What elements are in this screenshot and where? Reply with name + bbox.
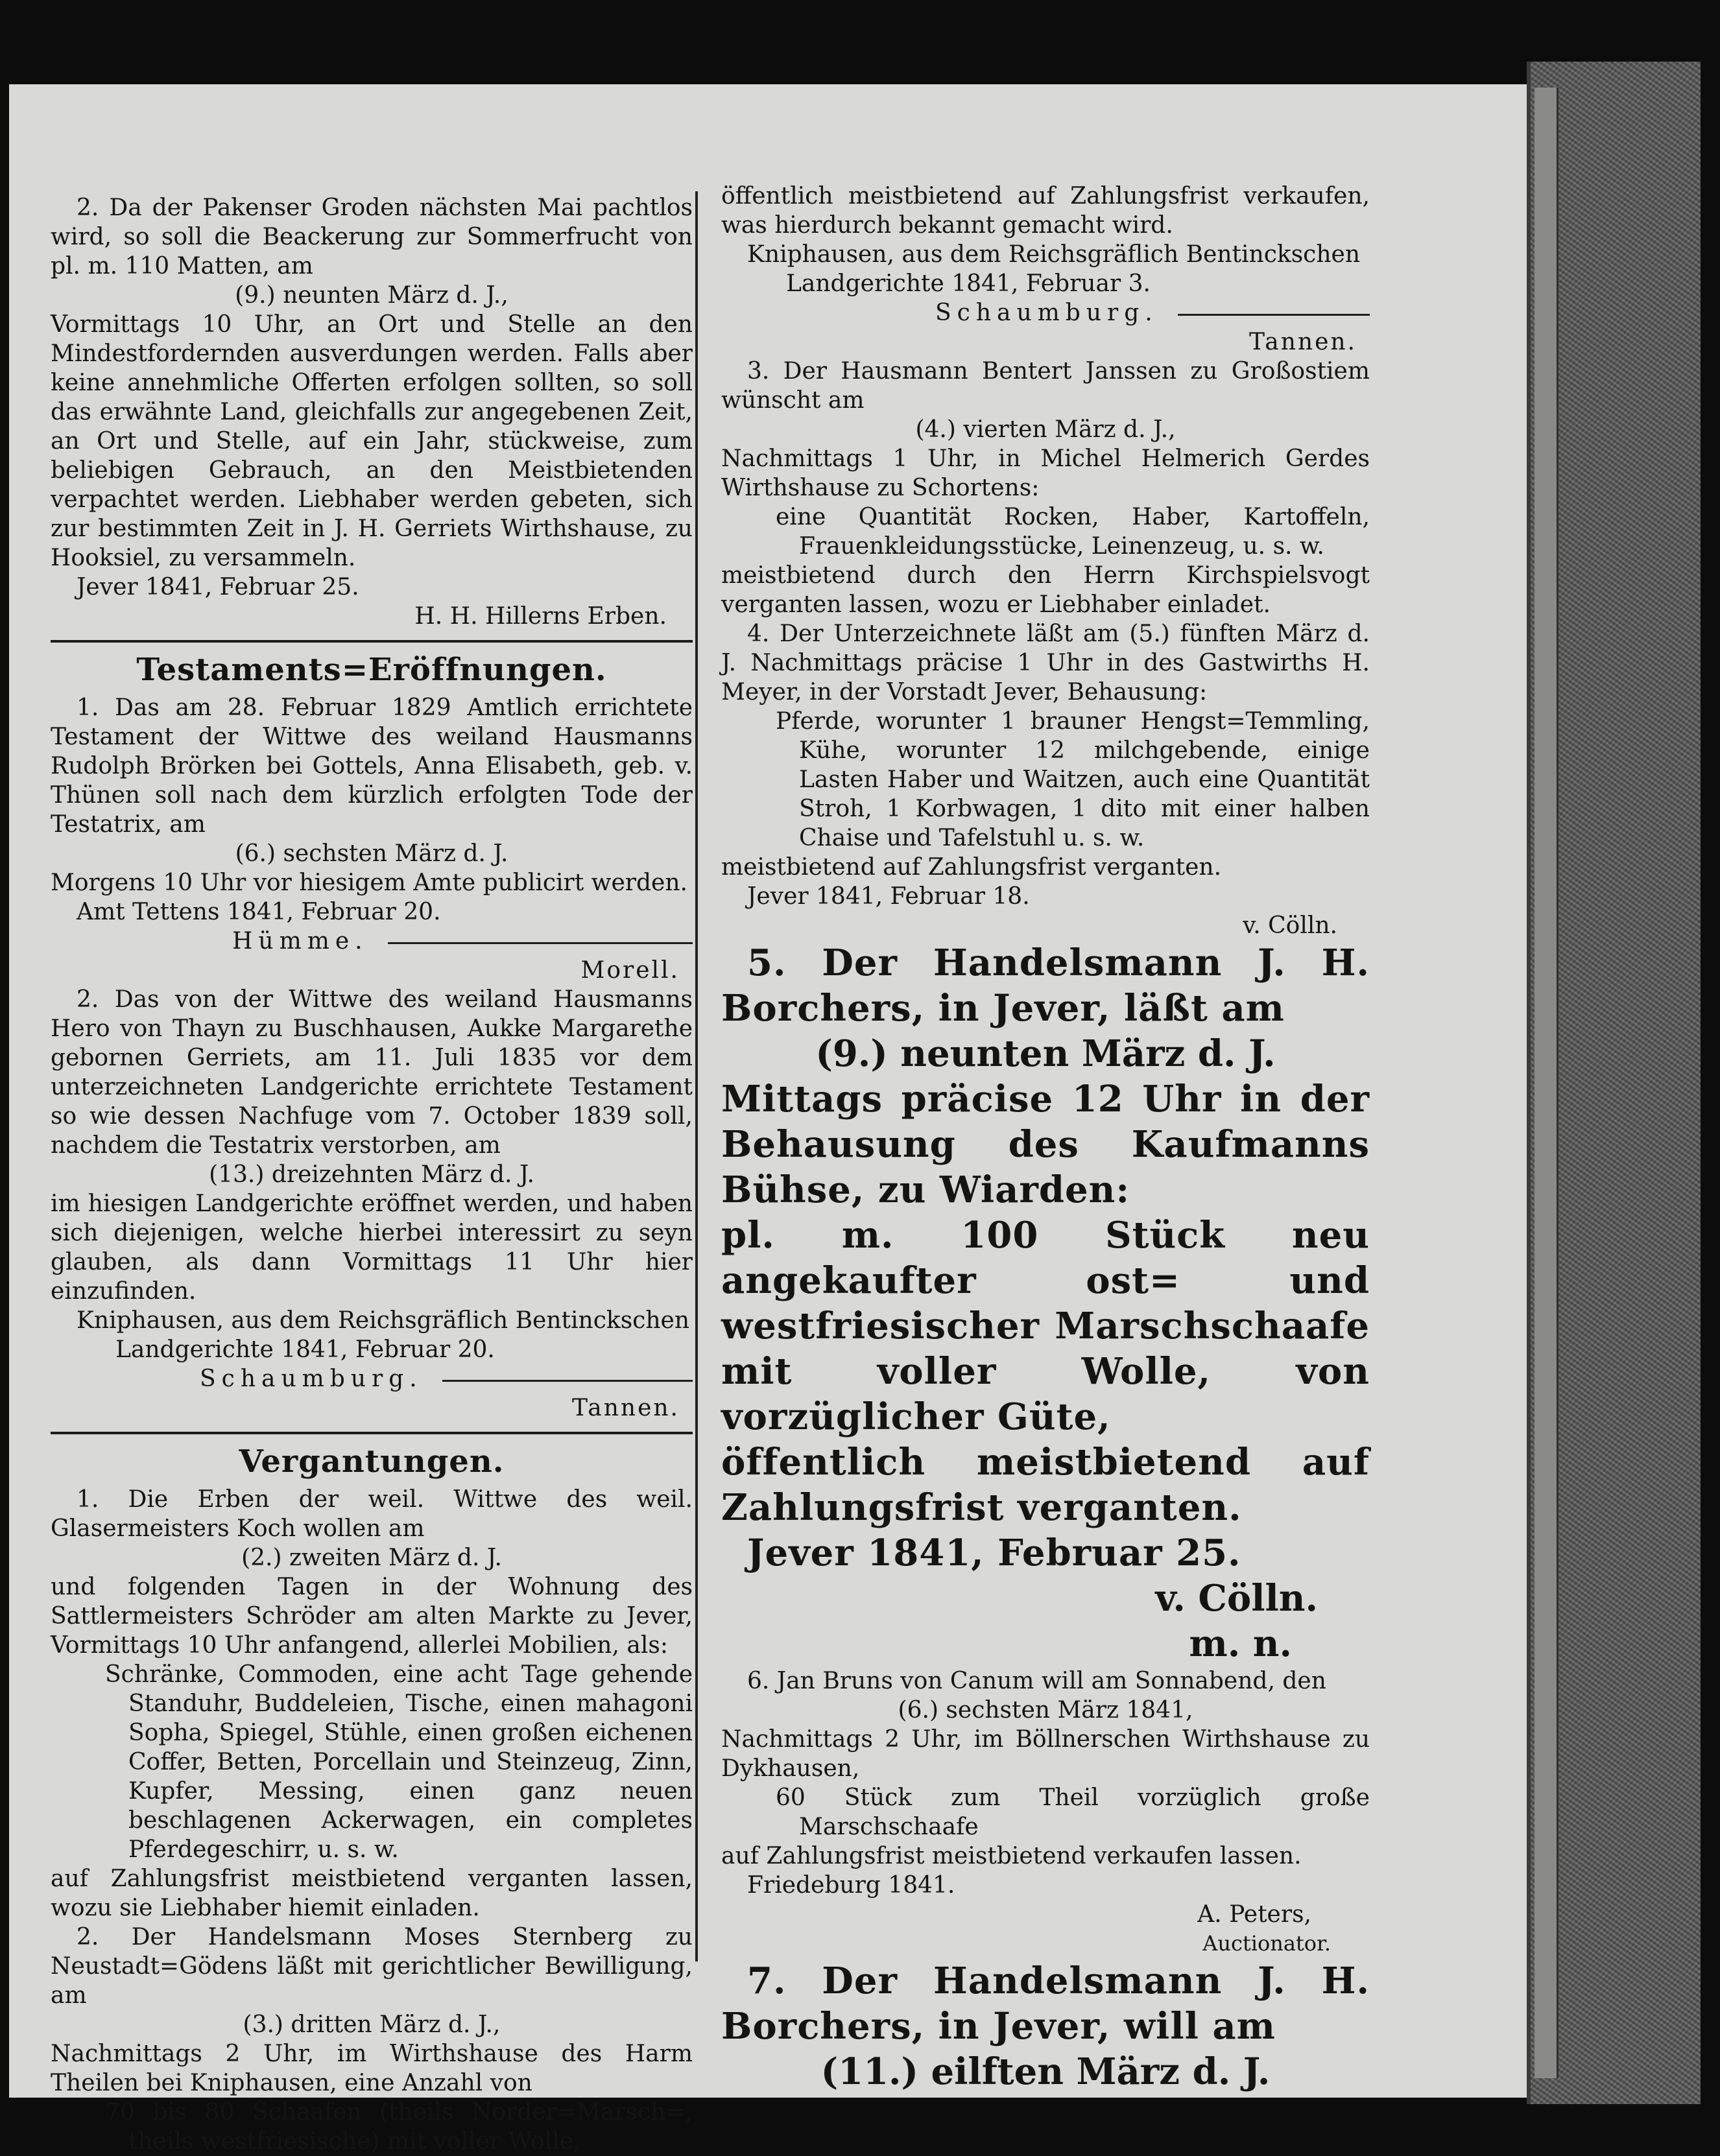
notice-5-signature-2: m. n. [1189,1622,1292,1665]
column-divider [695,191,698,1961]
section-heading-vergantungen: Vergantungen. [239,1443,505,1480]
page-stack [1535,88,1559,2078]
continued-signature: Schaumburg. [935,300,1158,326]
notice-6-text: 6. Jan Bruns von Canum will am Sonnabend, den [747,1668,1326,1694]
vergantung-2-date: (3.) dritten März d. J., [243,2011,501,2038]
signature-line [442,1380,693,1382]
book-edge [1527,62,1701,2104]
vergantung-1-date: (2.) zweiten März d. J. [241,1545,502,1571]
vergantung-2-body: Nachmittags 2 Uhr, im Wirthshause des Harm Theilen bei Kniphausen, eine Anzahl von [51,2041,693,2096]
notice-6-end: auf Zahlungsfrist meistbietend verkaufen lassen. [721,1843,1302,1869]
testament-2-place-1: Kniphausen, aus dem Reichsgräflich Bentinckschen [77,1307,689,1334]
notice-7-text: 7. Der Handelsmann J. H. Borchers, in Jever, will am [721,1960,1370,2048]
notice-6-signature-2: Auctionator. [1202,1931,1331,1956]
section-rule [51,1432,693,1434]
testament-1-signature-2: Morell. [580,957,680,984]
notice-4-end: meistbietend auf Zahlungsfrist verganten. [721,854,1222,881]
notice-pakens-date: (9.) neunten März d. J., [235,282,508,309]
notice-4-place: Jever 1841, Februar 18. [747,883,1030,910]
notice-pakens-signature: H. H. Hillerns Erben. [414,603,667,630]
notice-5-items: pl. m. 100 Stück neu angekaufter ost= und westfriesischer Marschschaafe mit voller Wolle, von vorzüglicher Güte, [721,1214,1370,1438]
continued-signature-2: Tannen. [1249,329,1357,355]
continued-place-2: Landgerichte 1841, Februar 3. [786,270,1151,297]
newspaper-page [9,84,1527,2155]
notice-pakens-body: Vormittags 10 Uhr, an Ort und Stelle an den Mindestfordernden ausverdungen werden. Falls aber keine annehmliche Offerten erfolgen sollten, so soll das erwähnte Land, gleichfalls zur angegebenen Zeit, an Ort und Stelle, auf ein Jahr, stückweise, zum beliebigen Gebrauch, an den Meistbietenden verpachtet werden. Liebhaber werden gebeten, sich zur bestimmten Zeit in J. H. Gerriets Wirthshause, zu Hooksiel, zu versammeln. [51,311,693,571]
notice-3-end: meistbietend durch den Herrn Kirchspielsvogt verganten lassen, wozu er Liebhaber einladet. [721,562,1370,618]
testament-2-place-2: Landgerichte 1841, Februar 20. [115,1336,495,1363]
testament-2-signature: Schaumburg. [200,1366,423,1392]
vergantung-2-items: 70 bis 80 Schaafen (theils Norder=Marsch=, theils westfriesische) mit voller Wolle, [105,2099,693,2155]
vergantung-1-items: Schränke, Commoden, eine acht Tage gehende Standuhr, Buddeleien, Tische, einen mahagoni Sopha, Spiegel, Stühle, einen großen eichenen Coffer, Betten, Porcellain und Steinzeug, Zinn, Kupfer, Messing, einen ganz neuen beschlagenen Ackerwagen, ein completes Pferdegeschirr, u. s. w. [105,1661,693,1863]
notice-3-body: Nachmittags 1 Uhr, in Michel Helmerich Gerdes Wirthshause zu Schortens: [721,445,1370,501]
continued-text: öffentlich meistbietend auf Zahlungsfrist verkaufen, was hierdurch bekannt gemacht wird. [721,183,1370,239]
right-column [721,182,1370,2094]
signature-line [388,942,693,944]
notice-4-text: 4. Der Unterzeichnete läßt am (5.) fünften März d. J. Nachmittags präcise 1 Uhr in des Gastwirths H. Meyer, in der Vorstadt Jever, Behausung: [721,621,1370,705]
notice-pakens-place: Jever 1841, Februar 25. [77,574,359,600]
testament-2-body: im hiesigen Landgerichte eröffnet werden, und haben sich diejenigen, welche hierbei interessirt zu seyn glauben, als dann Vormittags 11 Uhr hier einzufinden. [51,1191,693,1305]
signature-line [1178,314,1370,316]
continued-signature-row [721,298,1370,327]
notice-5-signature: v. Cölln. [1155,1577,1318,1620]
testament-2-signature-row [51,1364,693,1393]
notice-3-items: eine Quantität Rocken, Haber, Kartoffeln, Frauenkleidungsstücke, Leinenzeug, u. s. w. [776,504,1370,560]
testament-1-signature: Hümme. [232,928,368,954]
notice-5-body: Mittags präcise 12 Uhr in der Behausung des Kaufmanns Bühse, zu Wiarden: [721,1078,1370,1211]
vergantung-2-text: 2. Der Handelsmann Moses Sternberg zu Neustadt=Gödens läßt mit gerichtlicher Bewilligung, am [51,1924,693,2009]
notice-5-place: Jever 1841, Februar 25. [747,1532,1241,1574]
vergantung-1-end: auf Zahlungsfrist meistbietend verganten lassen, wozu sie Liebhaber hiemit einladen. [51,1866,693,1921]
notice-7-date: (11.) eilften März d. J. [820,2050,1271,2093]
testament-1-body: Morgens 10 Uhr vor hiesigem Amte publicirt werden. [51,870,687,896]
notice-4-items: Pferde, worunter 1 brauner Hengst=Temmling, Kühe, worunter 12 milchgebende, einige Lasten Haber und Waitzen, auch eine Quantität Stroh, 1 Korbwagen, 1 dito mit einer halben Chaise und Tafelstuhl u. s. w. [776,708,1370,851]
notice-pakens-text: 2. Da der Pakenser Groden nächsten Mai pachtlos wird, so soll die Beackerung zur Sommerfrucht von pl. m. 110 Matten, am [51,195,693,279]
notice-6-items: 60 Stück zum Theil vorzüglich große Marschschaafe [776,1784,1370,1840]
notice-4-signature: v. Cölln. [1243,912,1337,939]
testament-1-date: (6.) sechsten März d. J. [235,840,508,867]
notice-6-place: Friedeburg 1841. [747,1872,955,1899]
notice-7-block [721,1958,1370,2094]
testament-2-date: (13.) dreizehnten März d. J. [209,1161,534,1188]
testament-2-text: 2. Das von der Wittwe des weiland Hausmanns Hero von Thayn zu Buschhausen, Aukke Margarethe gebornen Gerriets, am 11. Juli 1835 vor dem unterzeichneten Landgerichte errichtete Testament so wie dessen Nachfuge vom 7. October 1839 soll, nachdem die Testatrix verstorben, am [51,986,693,1159]
notice-5-end: öffentlich meistbietend auf Zahlungsfrist verganten. [721,1441,1370,1529]
testament-2-signature-2: Tannen. [572,1395,680,1421]
notice-6-signature: A. Peters, [1197,1901,1311,1928]
notice-3-text: 3. Der Hausmann Bentert Janssen zu Großostiem wünscht am [721,358,1370,414]
notice-3-date: (4.) vierten März d. J., [915,416,1176,443]
testament-1-signature-row [51,927,693,956]
notice-6-body: Nachmittags 2 Uhr, im Böllnerschen Wirthshause zu Dykhausen, [721,1726,1370,1782]
continued-place-1: Kniphausen, aus dem Reichsgräflich Bentinckschen [747,241,1360,268]
left-column [51,193,693,2156]
notice-5-text: 5. Der Handelsmann J. H. Borchers, in Jever, läßt am [721,942,1370,1030]
notice-6-date: (6.) sechsten März 1841, [898,1697,1193,1724]
section-heading-testaments: Testaments=Eröffnungen. [136,652,607,688]
vergantung-1-body: und folgenden Tagen in der Wohnung des Sattlermeisters Schröder am alten Markte zu Jever, Vormittags 10 Uhr anfangend, allerlei Mobilien, als: [51,1574,693,1659]
vergantung-1-text: 1. Die Erben der weil. Wittwe des weil. Glasermeisters Koch wollen am [51,1486,693,1542]
testament-1-place: Amt Tettens 1841, Februar 20. [77,899,441,925]
notice-5-date: (9.) neunten März d. J. [815,1032,1276,1075]
notice-5-block [721,940,1370,1666]
testament-1-text: 1. Das am 28. Februar 1829 Amtlich errichtete Testament der Wittwe des weiland Hausmanns Rudolph Brörken bei Gottels, Anna Elisabeth, geb. v. Thünen soll nach dem kürzlich erfolgten Tode der Testatrix, am [51,694,693,838]
section-rule [51,640,693,643]
